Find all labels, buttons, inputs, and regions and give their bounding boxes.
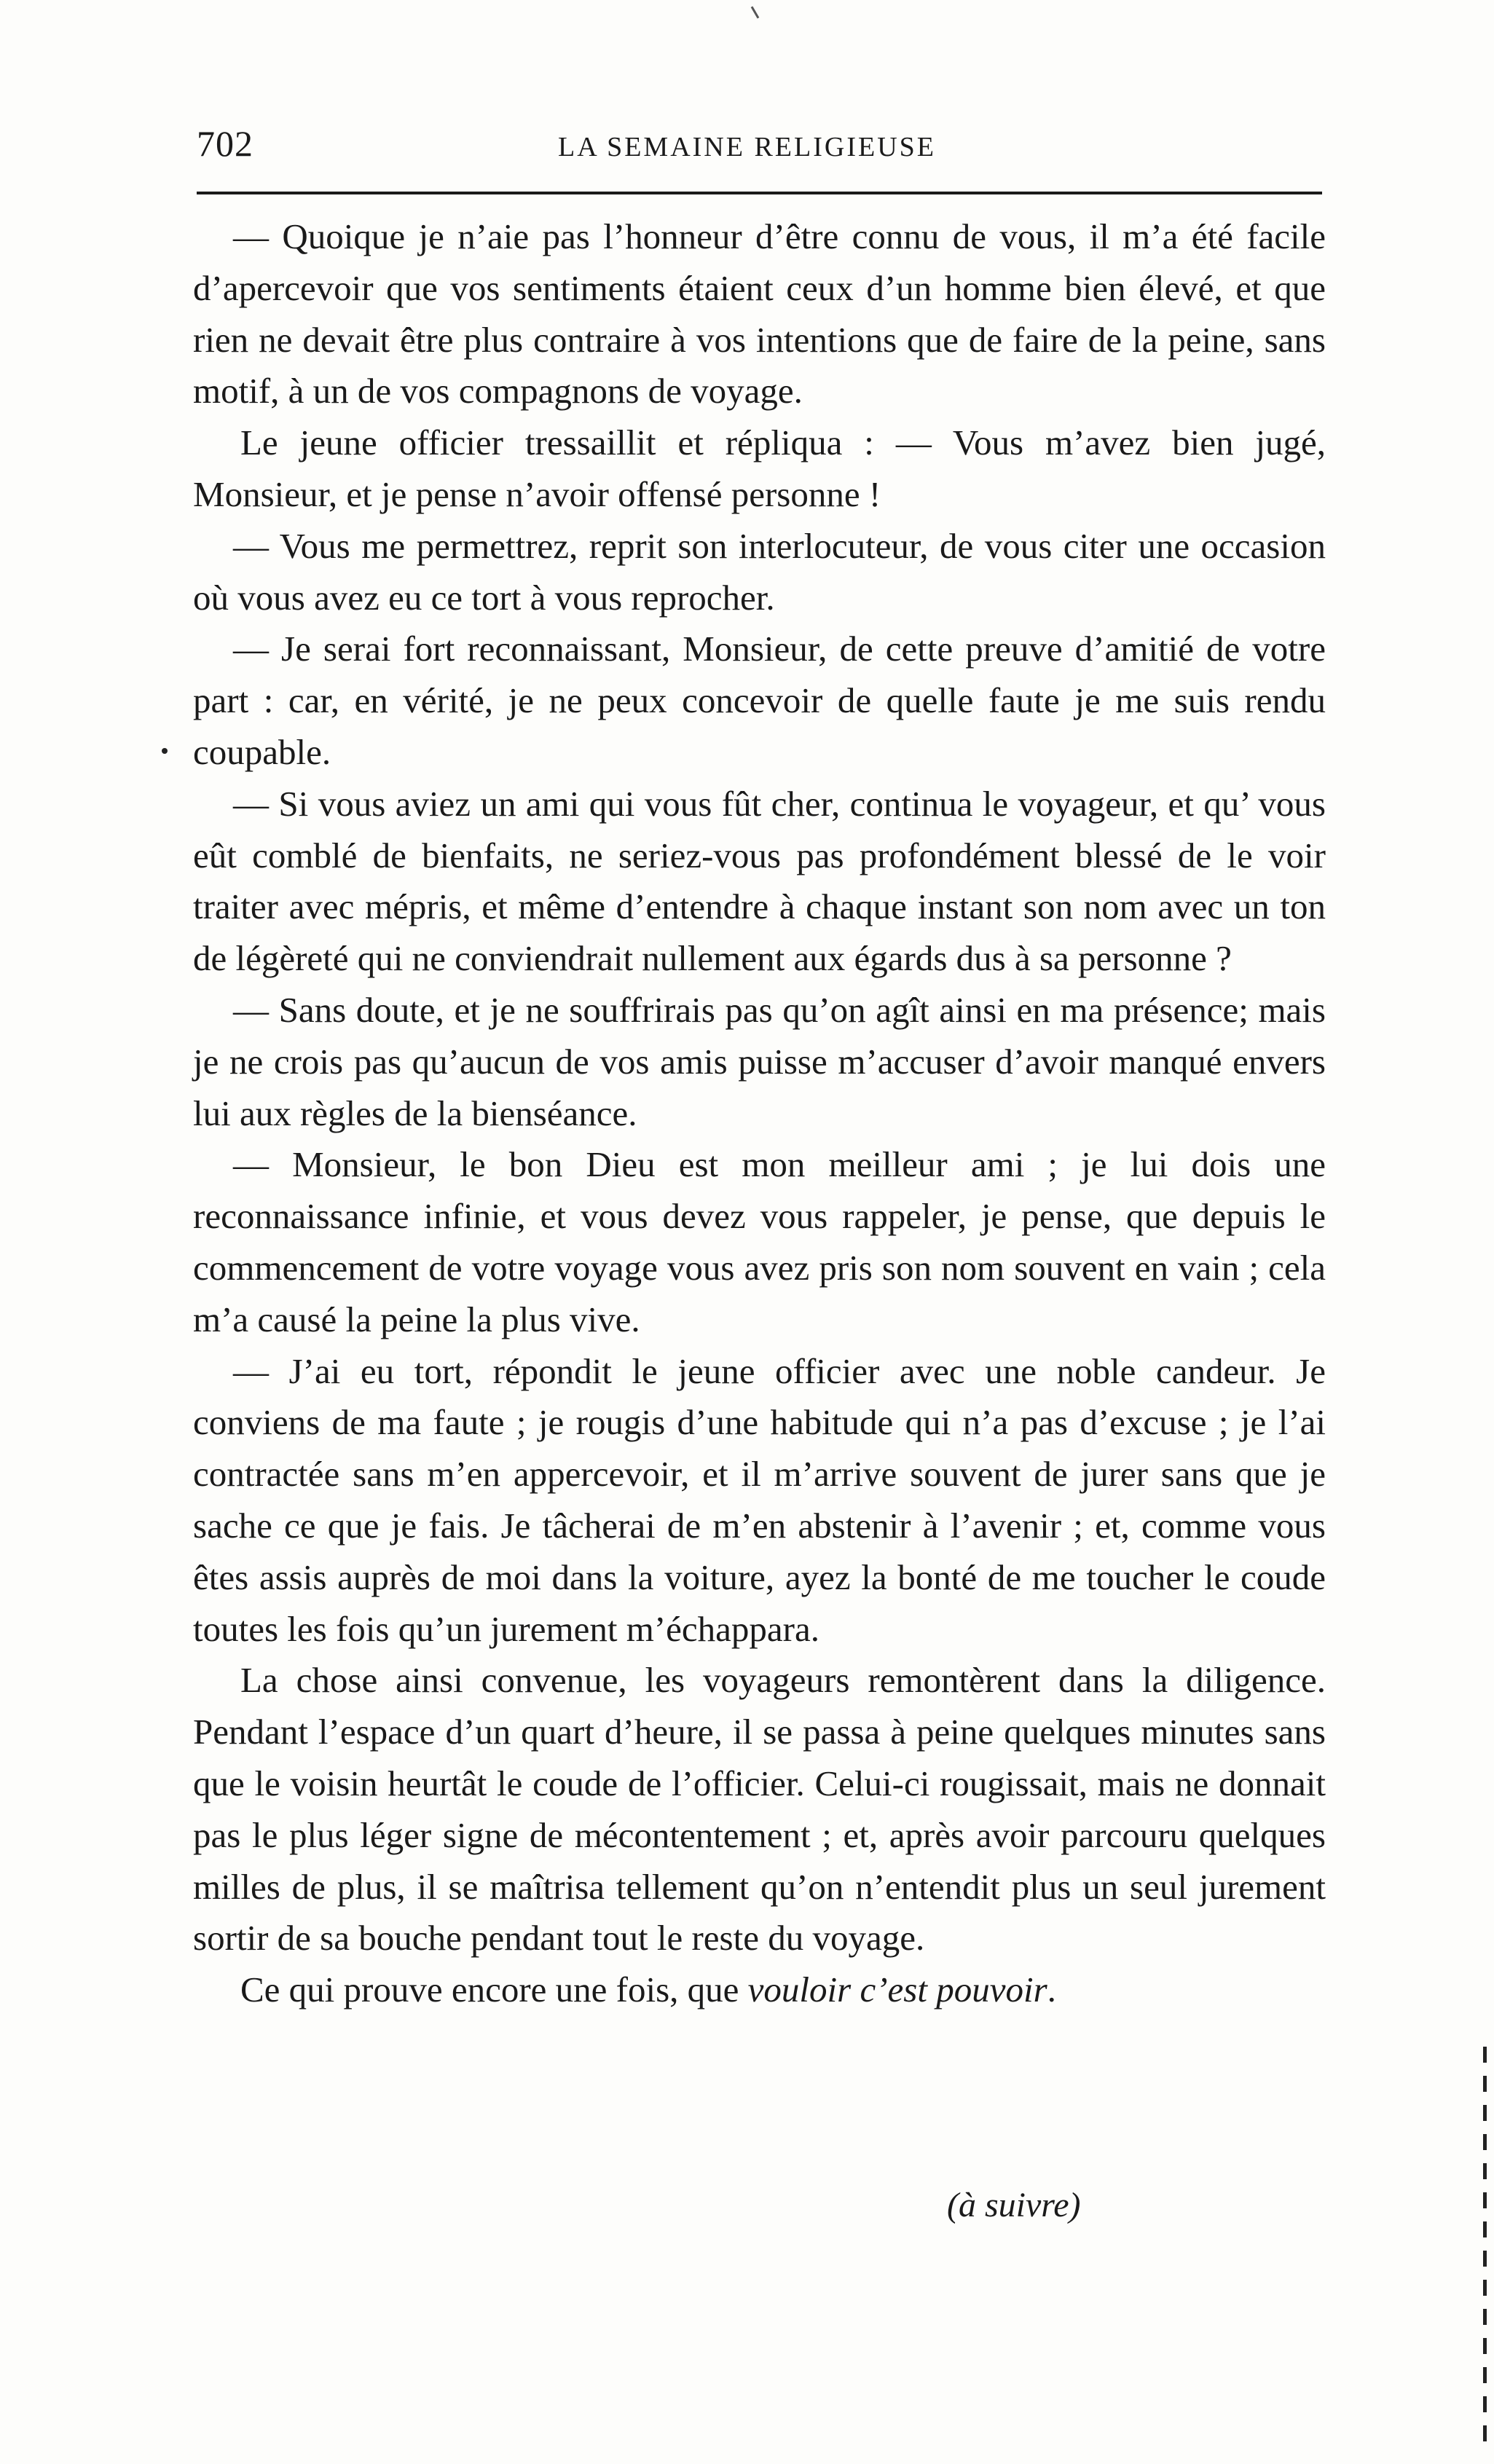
paragraph: — Monsieur, le bon Dieu est mon meilleur ami ; je lui dois une reconnaissance infinie, et vous devez vous rappeler, je pense, que depuis le commencement de votre voyage vous avez pris son nom souvent en vain ; cela m’a causé la peine la plus vive.	[193, 1144, 1326, 1339]
running-head: LA SEMAINE RELIGIEUSE	[558, 132, 936, 162]
paragraph: — Vous me permettrez, reprit son interlocuteur, de vous citer une occasion où vous avez eu ce tort à vous reprocher.	[193, 525, 1326, 618]
scan-artifact	[751, 6, 760, 18]
scan-edge-artifact	[1483, 2047, 1487, 2455]
closing-suffix: .	[1047, 1969, 1056, 2010]
paragraph: — Je serai fort reconnaissant, Monsieur, de cette preuve d’amitié de votre part : car, en vérité, je ne peux concevoir de quelle faute je me suis rendu coupable.	[193, 629, 1326, 772]
body-text	[193, 211, 1326, 2016]
closing-prefix: Ce qui prouve encore une fois, que	[240, 1969, 748, 2010]
paragraph: La chose ainsi convenue, les voyageurs remontèrent dans la diligence. Pendant l’espace d’un quart d’heure, il se passa à peine quelques minutes sans que le voisin heurtât le coude de l’officier. Celui-ci rougissait, mais ne donnait pas le plus léger signe de mécontentement ; et, après avoir parcouru quelques milles de plus, il se maîtrisa tellement qu’on n’entendit plus un seul jurement sortir de sa bouche pendant tout le reste du voyage.	[193, 1660, 1326, 1959]
paragraph: — Si vous aviez un ami qui vous fût cher, continua le voyageur, et qu’ vous eût comblé de bienfaits, ne seriez-vous pas profondément blessé de le voir traiter avec mépris, et même d’entendre à chaque instant son nom avec un ton de légèreté qui ne conviendrait nullement aux égards dus à sa personne ?	[193, 783, 1326, 979]
paragraph: Le jeune officier tressaillit et répliqua : — Vous m’avez bien jugé, Monsieur, et je pense n’avoir offensé personne !	[193, 422, 1326, 514]
closing-paragraph	[193, 1964, 1326, 2016]
page-number: 702	[197, 123, 253, 164]
margin-speck	[162, 748, 168, 754]
continuation-note: (à suivre)	[947, 2186, 1081, 2224]
closing-italic: vouloir c’est pouvoir	[747, 1969, 1047, 2010]
paragraph: — Sans doute, et je ne souffrirais pas qu’on agît ainsi en ma présence; mais je ne crois pas qu’aucun de vos amis puisse m’accuser d’avoir manqué envers lui aux règles de la bienséance.	[193, 989, 1326, 1133]
paragraph: — J’ai eu tort, répondit le jeune officier avec une noble candeur. Je conviens de ma faute ; je rougis d’une habitude qui n’a pas d’excuse ; je l’ai contractée sans m’en appercevoir, et il m’arrive souvent de jurer sans que je sache ce que je fais. Je tâcherai de m’en abstenir à l’avenir ; et, comme vous êtes assis auprès de moi dans la voiture, ayez la bonté de me toucher le coude toutes les fois qu’un jurement m’échappara.	[193, 1350, 1326, 1649]
header-rule	[197, 192, 1322, 194]
paragraph: — Quoique je n’aie pas l’honneur d’être connu de vous, il m’a été facile d’apercevoir que vos sentiments étaient ceux d’un homme bien élevé, et que rien ne devait être plus contraire à vos intentions que de faire de la peine, sans motif, à un de vos compagnons de voyage.	[193, 216, 1326, 412]
